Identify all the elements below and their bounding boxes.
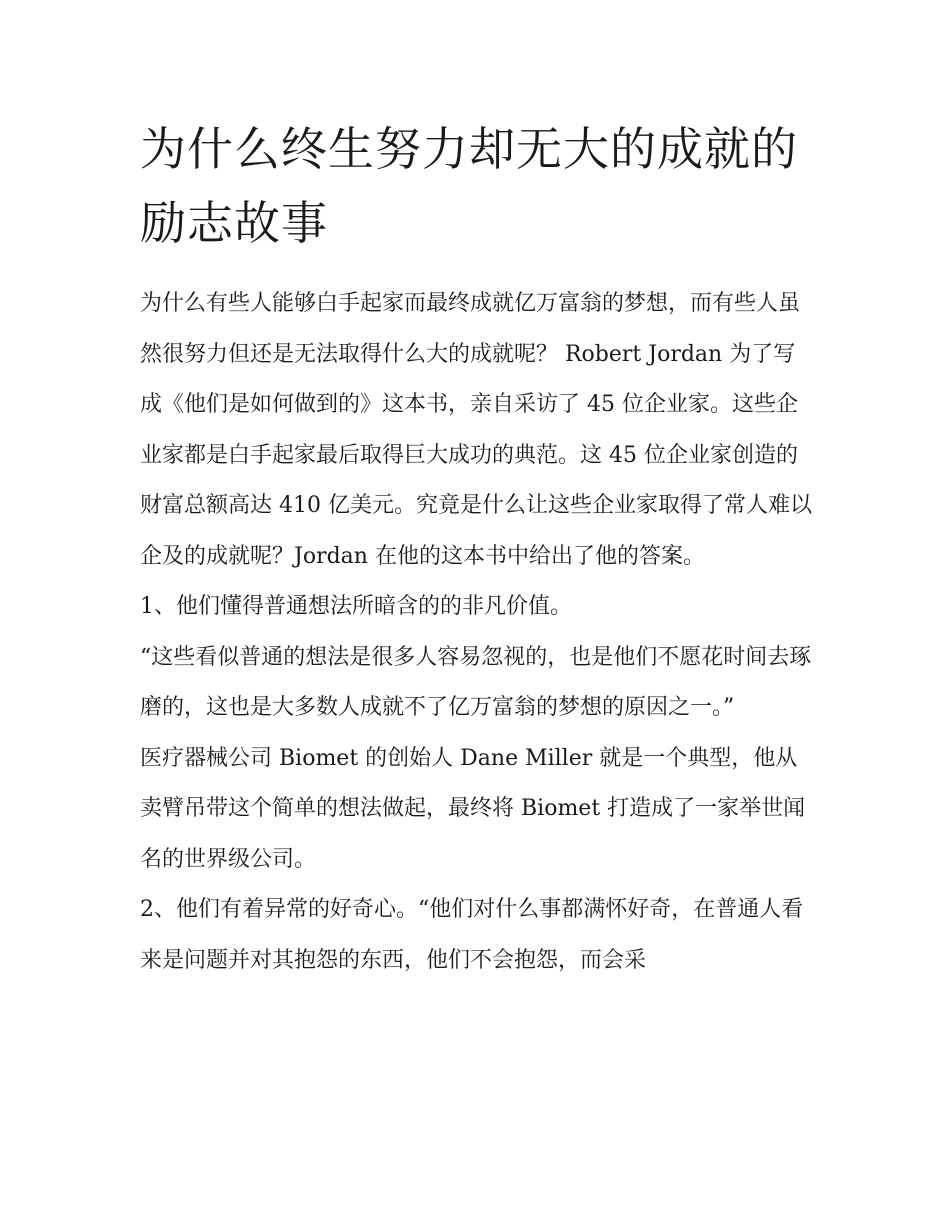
paragraph-quote: “这些看似普通的想法是很多人容易忽视的，也是他们不愿花时间去琢磨的，这也是大多数人成就不了亿万富翁的梦想的原因之一。” (140, 644, 812, 720)
paragraph-point-1: 1、他们懂得普通想法所暗含的的非凡价值。 (140, 594, 572, 619)
document-title: 为什么终生努力却无大的成就的励志故事 (140, 122, 798, 250)
document-content (140, 112, 816, 986)
document-body (140, 279, 816, 986)
paragraph-intro: 为什么有些人能够白手起家而最终成就亿万富翁的梦想，而有些人虽然很努力但还是无法取得什么大的成就呢？ Robert Jordan 为了写成《他们是如何做到的》这本书，亲自采访了 45 位企业家。这些企业家都是白手起家最后取得巨大成功的典范。这 45 位企业家创造的财富总额高达 410 亿美元。究竟是什么让这些企业家取得了常人难以企及的成就呢？Jordan 在他的这本书中给出了他的答案。 (140, 291, 812, 569)
paragraph-example: 医疗器械公司 Biomet 的创始人 Dane Miller 就是一个典型，他从卖臂吊带这个简单的想法做起，最终将 Biomet 打造成了一家举世闻名的世界级公司。 (140, 745, 806, 872)
paragraph-point-2: 2、他们有着异常的好奇心。“他们对什么事都满怀好奇，在普通人看来是问题并对其抱怨的东西，他们不会抱怨，而会采 (140, 897, 804, 973)
